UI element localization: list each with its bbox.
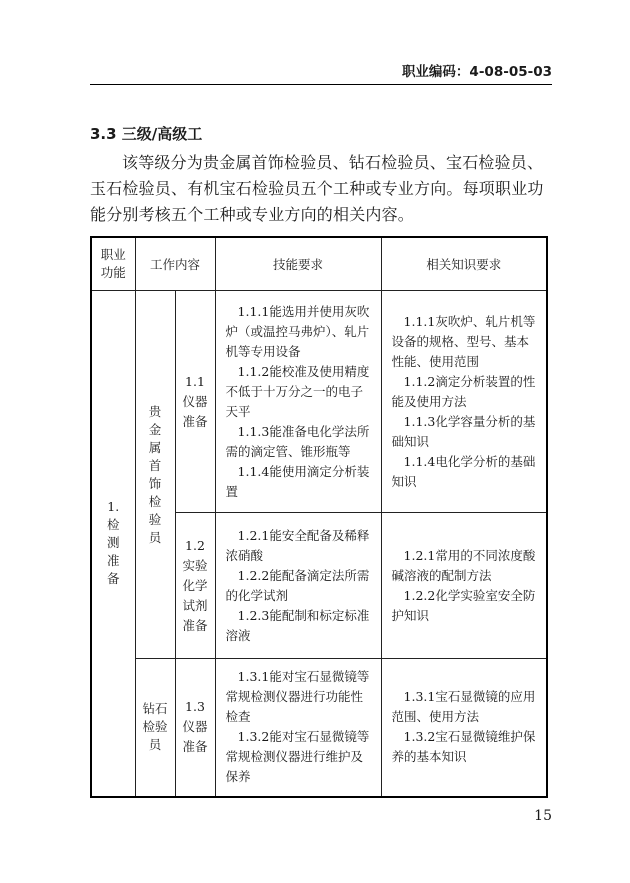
skill-cell bbox=[215, 513, 381, 659]
table-row bbox=[91, 291, 547, 513]
skill-item: 1.1.4能使用滴定分析装置 bbox=[225, 463, 370, 499]
table-row bbox=[91, 659, 547, 797]
group-label: 钻石检验员 bbox=[142, 701, 168, 753]
skills-table bbox=[90, 236, 548, 798]
occupation-code: 职业编码：4-08-05-03 bbox=[401, 64, 552, 80]
header-rule bbox=[90, 84, 552, 85]
content-cell bbox=[175, 659, 215, 797]
skill-item: 1.3.1能对宝石显微镜等常规检测仪器进行功能性检查 bbox=[225, 669, 370, 725]
skill-item: 1.2.1能安全配备及稀释浓硝酸 bbox=[225, 527, 370, 563]
knowledge-item: 1.1.1灰吹炉、轧片机等设备的规格、型号、基本性能、使用范围 bbox=[391, 313, 536, 369]
knowledge-cell bbox=[381, 513, 547, 659]
header-knowledge: 相关知识要求 bbox=[381, 237, 547, 291]
skill-cell bbox=[215, 291, 381, 513]
content-label: 1.2实验化学试剂准备 bbox=[182, 537, 208, 633]
content-cell bbox=[175, 513, 215, 659]
header-skill: 技能要求 bbox=[215, 237, 381, 291]
group-cell bbox=[135, 291, 175, 659]
knowledge-item: 1.3.2宝石显微镜维护保养的基本知识 bbox=[391, 729, 536, 765]
section-title: 3.3 三级/高级工 bbox=[90, 125, 203, 143]
skill-item: 1.1.2能校准及使用精度不低于十万分之一的电子天平 bbox=[225, 363, 370, 419]
knowledge-item: 1.1.4电化学分析的基础知识 bbox=[391, 453, 536, 489]
knowledge-item: 1.1.2滴定分析装置的性能及使用方法 bbox=[391, 373, 536, 409]
skill-item: 1.1.1能选用并使用灰吹炉（或温控马弗炉）、轧片机等专用设备 bbox=[225, 303, 370, 359]
header-func: 职业功能 bbox=[91, 237, 135, 291]
func-label: 1.检测准备 bbox=[106, 499, 120, 587]
skill-item: 1.2.2能配备滴定法所需的化学试剂 bbox=[225, 567, 370, 603]
knowledge-item: 1.3.1宝石显微镜的应用范围、使用方法 bbox=[391, 689, 536, 725]
knowledge-cell bbox=[381, 291, 547, 513]
page-number: 15 bbox=[534, 808, 552, 824]
content-label: 1.3仪器准备 bbox=[182, 699, 208, 755]
knowledge-item: 1.2.1常用的不同浓度酸碱溶液的配制方法 bbox=[391, 547, 536, 583]
skill-item: 1.2.3能配制和标定标准溶液 bbox=[225, 607, 370, 643]
skill-cell bbox=[215, 659, 381, 797]
knowledge-item: 1.2.2化学实验室安全防护知识 bbox=[391, 587, 536, 623]
skill-item: 1.1.3能准备电化学法所需的滴定管、锥形瓶等 bbox=[225, 423, 370, 459]
func-cell bbox=[91, 291, 135, 797]
content-label: 1.1仪器准备 bbox=[182, 373, 208, 429]
header-content: 工作内容 bbox=[135, 237, 215, 291]
intro-paragraph: 该等级分为贵金属首饰检验员、钻石检验员、宝石检验员、玉石检验员、有机宝石检验员五个工种或专业方向。每项职业功能分别考核五个工种或专业方向的相关内容。 bbox=[90, 153, 544, 224]
knowledge-cell bbox=[381, 659, 547, 797]
group-cell bbox=[135, 659, 175, 797]
knowledge-item: 1.1.3化学容量分析的基础知识 bbox=[391, 413, 536, 449]
table-header-row bbox=[91, 237, 547, 291]
content-cell bbox=[175, 291, 215, 513]
skill-item: 1.3.2能对宝石显微镜等常规检测仪器进行维护及保养 bbox=[225, 729, 370, 785]
group-label: 贵金属首饰检验员 bbox=[148, 403, 162, 545]
